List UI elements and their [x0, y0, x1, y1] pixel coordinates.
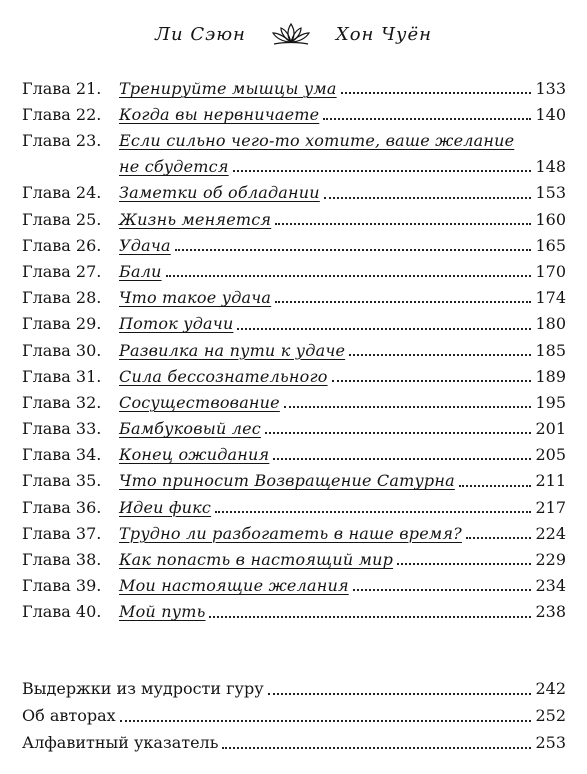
chapter-label: Глава 34.	[22, 445, 102, 465]
chapter-title: Конец ожидания	[119, 445, 270, 465]
leader-dots	[209, 616, 531, 618]
leader-dots	[341, 92, 532, 94]
lotus-icon	[268, 21, 314, 47]
page-number: 165	[535, 235, 566, 255]
page-number: 229	[535, 550, 566, 569]
page-number: 234	[535, 576, 566, 596]
leader-dots	[268, 693, 532, 695]
table-of-contents	[22, 76, 566, 626]
chapter-label: Глава 35.	[22, 471, 102, 491]
chapter-label: Глава 40.	[22, 602, 102, 622]
toc-entry-35[interactable]	[22, 468, 566, 494]
chapter-label: Глава 33.	[22, 419, 102, 439]
page-number: 185	[535, 340, 566, 360]
chapter-title: Жизнь меняется	[119, 209, 272, 229]
leader-dots	[273, 458, 531, 460]
toc-entry-25[interactable]	[22, 207, 566, 233]
leader-dots	[324, 197, 532, 199]
leader-dots	[237, 328, 531, 330]
chapter-title: Развилка на пути к удаче	[119, 340, 346, 360]
page-number: 189	[535, 366, 566, 386]
page-number: 133	[535, 79, 566, 98]
page-number: 252	[535, 706, 566, 725]
toc-entry-36[interactable]	[22, 495, 566, 521]
leader-dots	[233, 170, 532, 172]
chapter-title: Тренируйте мышцы ума	[119, 79, 337, 98]
chapter-label: Глава 39.	[22, 576, 102, 596]
leader-dots	[284, 406, 532, 408]
chapter-label: Глава 30.	[22, 340, 102, 360]
toc-entry-30[interactable]	[22, 338, 566, 364]
chapter-title: Сила бессознательного	[119, 366, 328, 386]
chapter-title: Как попасть в настоящий мир	[119, 550, 394, 569]
appendix-list	[22, 676, 566, 757]
leader-dots	[275, 301, 531, 303]
chapter-title: Заметки об обладании	[119, 183, 320, 203]
leader-dots	[215, 511, 531, 513]
leader-dots	[265, 432, 532, 434]
chapter-label: Глава 23.	[22, 131, 102, 151]
chapter-label: Глава 27.	[22, 261, 102, 281]
toc-entry-31[interactable]	[22, 364, 566, 390]
chapter-title: Мой путь	[119, 602, 206, 622]
page-number: 140	[535, 105, 566, 125]
page-number: 201	[535, 419, 566, 439]
toc-entry-33[interactable]	[22, 416, 566, 442]
chapter-title: Бали	[119, 261, 162, 281]
author-right: Хон Чуён	[335, 23, 432, 45]
chapter-title: Что приносит Возвращение Сатурна	[119, 471, 455, 491]
chapter-title: Бамбуковый лес	[119, 419, 261, 439]
toc-entry-26[interactable]	[22, 233, 566, 259]
toc-entry-23[interactable]	[22, 128, 566, 180]
page-number: 238	[535, 602, 566, 622]
leader-dots	[466, 537, 531, 539]
chapter-title: Если сильно чего-то хотите, ваше желание	[119, 131, 515, 151]
toc-entry-28[interactable]	[22, 285, 566, 311]
chapter-title: Удача	[119, 235, 171, 255]
chapter-label: Глава 21.	[22, 79, 102, 98]
chapter-label: Глава 22.	[22, 105, 102, 125]
chapter-label: Глава 28.	[22, 288, 102, 308]
page-number: 211	[535, 471, 566, 491]
chapter-title-continued: не сбудется	[119, 157, 229, 177]
page-number: 174	[535, 288, 566, 308]
leader-dots	[397, 563, 531, 565]
toc-entry-38[interactable]	[22, 547, 566, 573]
leader-dots	[222, 747, 531, 749]
toc-entry-24[interactable]	[22, 180, 566, 206]
toc-entry-40[interactable]	[22, 599, 566, 625]
chapter-label: Глава 29.	[22, 314, 102, 334]
chapter-title: Когда вы нервничаете	[119, 105, 320, 125]
chapter-label: Глава 37.	[22, 523, 102, 543]
chapter-label: Глава 24.	[22, 183, 102, 203]
chapter-label: Глава 38.	[22, 550, 102, 569]
leader-dots	[323, 118, 531, 120]
toc-entry-22[interactable]	[22, 102, 566, 128]
page-number: 217	[535, 497, 566, 517]
leader-dots	[353, 589, 532, 591]
leader-dots	[275, 223, 531, 225]
chapter-title: Что такое удача	[119, 288, 272, 308]
toc-entry-37[interactable]	[22, 521, 566, 547]
chapter-title: Сосуществование	[119, 392, 280, 412]
chapter-title: Трудно ли разбогатеть в наше время?	[119, 523, 462, 543]
chapter-label: Глава 31.	[22, 366, 102, 386]
chapter-label: Глава 36.	[22, 497, 102, 517]
leader-dots	[175, 249, 532, 251]
toc-entry-27[interactable]	[22, 259, 566, 285]
appendix-label: Об авторах	[22, 706, 116, 725]
page-number: 170	[535, 261, 566, 281]
chapter-title: Мои настоящие желания	[119, 576, 349, 596]
page-number: 195	[535, 392, 566, 412]
page-number: 148	[535, 157, 566, 177]
toc-entry-39[interactable]	[22, 573, 566, 599]
appendix-label: Выдержки из мудрости гуру	[22, 679, 264, 698]
page-number: 224	[535, 523, 566, 543]
chapter-label: Глава 25.	[22, 209, 102, 229]
leader-dots	[459, 485, 532, 487]
toc-entry-about-authors[interactable]	[22, 703, 566, 730]
toc-entry-34[interactable]	[22, 442, 566, 468]
appendix-label: Алфавитный указатель	[22, 733, 219, 752]
chapter-title: Поток удачи	[119, 314, 234, 334]
toc-entry-index[interactable]	[22, 730, 566, 757]
page-number: 153	[535, 183, 566, 203]
author-left: Ли Сэюн	[155, 23, 246, 45]
page-number: 180	[535, 314, 566, 334]
leader-dots	[166, 275, 532, 277]
page-number: 253	[535, 733, 566, 752]
page-number: 205	[535, 445, 566, 465]
chapter-label: Глава 32.	[22, 392, 102, 412]
toc-entry-29[interactable]	[22, 311, 566, 337]
chapter-title: Идеи фикс	[119, 497, 212, 517]
toc-entry-32[interactable]	[22, 390, 566, 416]
toc-entry-guru-wisdom[interactable]	[22, 676, 566, 703]
page-number: 160	[535, 209, 566, 229]
running-header	[0, 16, 587, 52]
chapter-label: Глава 26.	[22, 235, 102, 255]
leader-dots	[332, 380, 532, 382]
toc-entry-21[interactable]	[22, 76, 566, 102]
leader-dots	[120, 720, 532, 722]
leader-dots	[349, 354, 531, 356]
page-number: 242	[535, 679, 566, 698]
